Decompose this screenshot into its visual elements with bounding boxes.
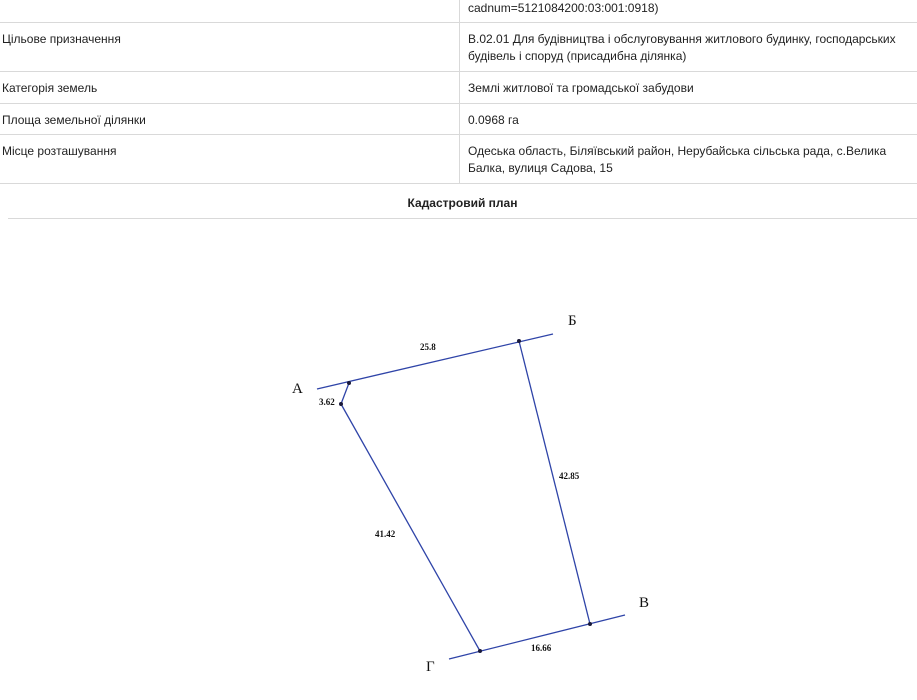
cadastral-number-value: cadnum=5121084200:03:001:0918): [460, 0, 917, 23]
location-value: Одеська область, Біляївський район, Нерубайська сільська рада, с.Велика Балка, вулиця Садова, 15: [460, 135, 917, 184]
dimension-label-bv: 42.85: [559, 471, 580, 481]
boundary-line-g-a: [341, 404, 480, 651]
dimension-label-ab: 25.8: [420, 342, 436, 352]
land-category-label: Категорія земель: [0, 72, 460, 104]
vertex-point: [339, 402, 343, 406]
corner-label-g: Г: [426, 659, 435, 675]
vertex-point: [517, 339, 521, 343]
corner-label-a: А: [292, 381, 303, 397]
corner-label-v: В: [639, 595, 650, 611]
boundary-line-b-v: [519, 341, 590, 624]
dimension-label-a-bend: 3.62: [319, 397, 335, 407]
purpose-value: В.02.01 Для будівництва і обслуговування житлового будинку, господарських будівель і споруд (присадибна ділянка): [460, 23, 917, 72]
purpose-label: Цільове призначення: [0, 23, 460, 72]
dimension-label-vg: 16.66: [531, 643, 552, 653]
area-value: 0.0968 га: [460, 104, 917, 135]
vertex-point: [588, 622, 592, 626]
location-label: Місце розташування: [0, 135, 460, 184]
land-category-value: Землі житлової та громадської забудови: [460, 72, 917, 104]
area-label: Площа земельної ділянки: [0, 104, 460, 135]
dimension-label-ga: 41.42: [375, 529, 396, 539]
boundary-line-a-bend: [341, 383, 349, 404]
corner-label-b: Б: [568, 313, 577, 329]
cadastral-plan-title: Кадастровий план: [8, 188, 917, 219]
vertex-point: [347, 381, 351, 385]
vertex-point: [478, 649, 482, 653]
